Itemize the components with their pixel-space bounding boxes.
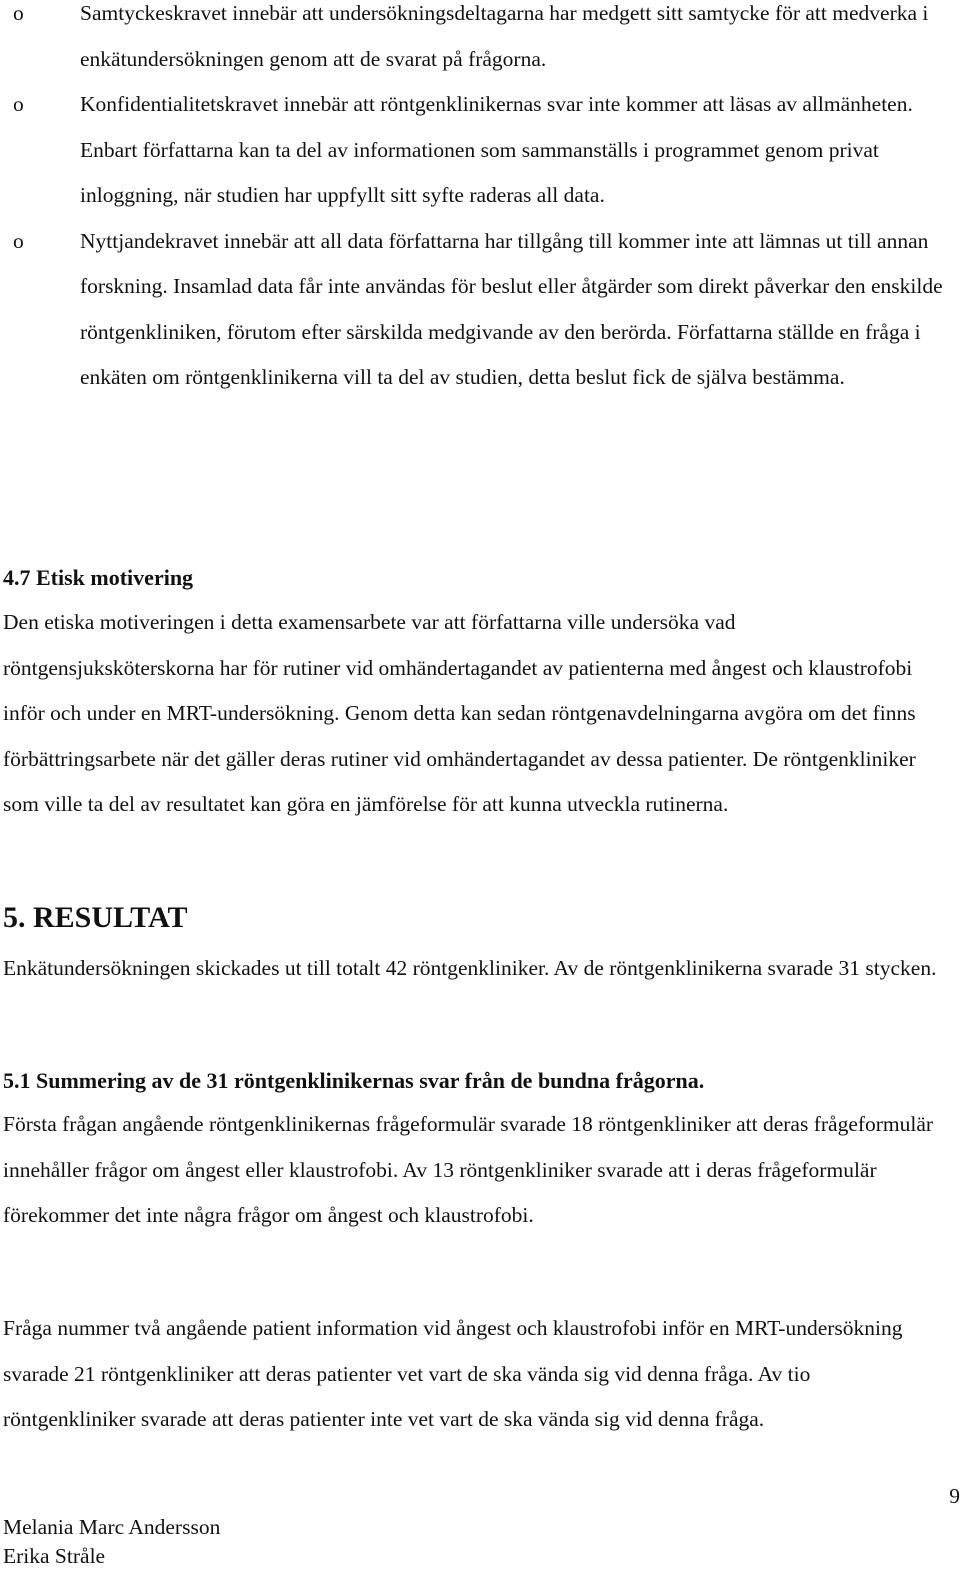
page-number: 9 (949, 1484, 960, 1508)
bullet-marker: o (13, 92, 24, 116)
bullet-text: Konfidentialitetskravet innebär att röntgenklinikernas svar inte kommer att läsas av allmänheten. Enbart författarna kan ta del av informationen som sammanställs i programmet genom privat inloggning, när studien har uppfyllt sitt syfte raderas all data. (80, 92, 913, 207)
bullet-marker: o (13, 1, 24, 25)
section-5-1-paragraph-2: Fråga nummer två angående patient information vid ångest och klaustrofobi inför en MRT-undersökning svarade 21 röntgenkliniker att deras patienter vet vart de ska vända sig vid denna fråga. Av tio röntgenkliniker svarade att deras patienter inte vet vart de ska vända sig vid denna fråga. (3, 1316, 903, 1431)
bullet-marker: o (13, 228, 24, 253)
bullet-text: Samtyckeskravet innebär att undersökningsdeltagarna har medgett sitt samtycke för att medverka i enkätundersökningen genom att de svarat på frågorna. (80, 1, 929, 71)
section-body-4-7: Den etiska motiveringen i detta examensarbete var att författarna ville undersöka vad röntgensjuksköterskorna har för rutiner vid omhändertagandet av patienterna med ångest och klaustrofobi inför och under en MRT-undersökning. Genom detta kan sedan röntgenavdelningarna avgöra om det finns förbättringsarbete när det gäller deras rutiner vid omhändertagandet av dessa patienter. De röntgenkliniker som ville ta del av resultatet kan göra en jämförelse för att kunna utveckla rutinerna. (3, 610, 916, 816)
section-heading-5-1: 5.1 Summering av de 31 röntgenklinikernas svar från de bundna frågorna. (3, 1068, 705, 1093)
section-heading-5: 5. RESULTAT (3, 901, 188, 934)
list-item (0, 82, 950, 219)
list-item (0, 0, 950, 82)
footer-author-2: Erika Stråle (3, 1544, 106, 1568)
ethics-requirements-list (0, 0, 960, 410)
section-body-5: Enkätundersökningen skickades ut till totalt 42 röntgenkliniker. Av de röntgenklinikerna svarade 31 stycken. (3, 956, 937, 980)
list-item (0, 219, 950, 401)
bullet-text: Nyttjandekravet innebär att all data författarna har tillgång till kommer inte att lämnas ut till annan forskning. Insamlad data får inte användas för beslut eller åtgärder som direkt påverkar den enskilde röntgenkliniken, förutom efter särskilda medgivande av den berörda. Författarna ställde en fråga i enkäten om röntgenklinikerna vill ta del av studien, detta beslut fick de själva bestämma. (80, 228, 943, 389)
footer-author-1: Melania Marc Andersson (3, 1515, 221, 1539)
section-heading-4-7: 4.7 Etisk motivering (3, 565, 194, 590)
section-5-1-paragraph-1: Första frågan angående röntgenklinikernas frågeformulär svarade 18 röntgenkliniker att deras frågeformulär innehåller frågor om ångest eller klaustrofobi. Av 13 röntgenkliniker svarade att i deras frågeformulär förekommer det inte några frågor om ångest och klaustrofobi. (3, 1112, 934, 1227)
